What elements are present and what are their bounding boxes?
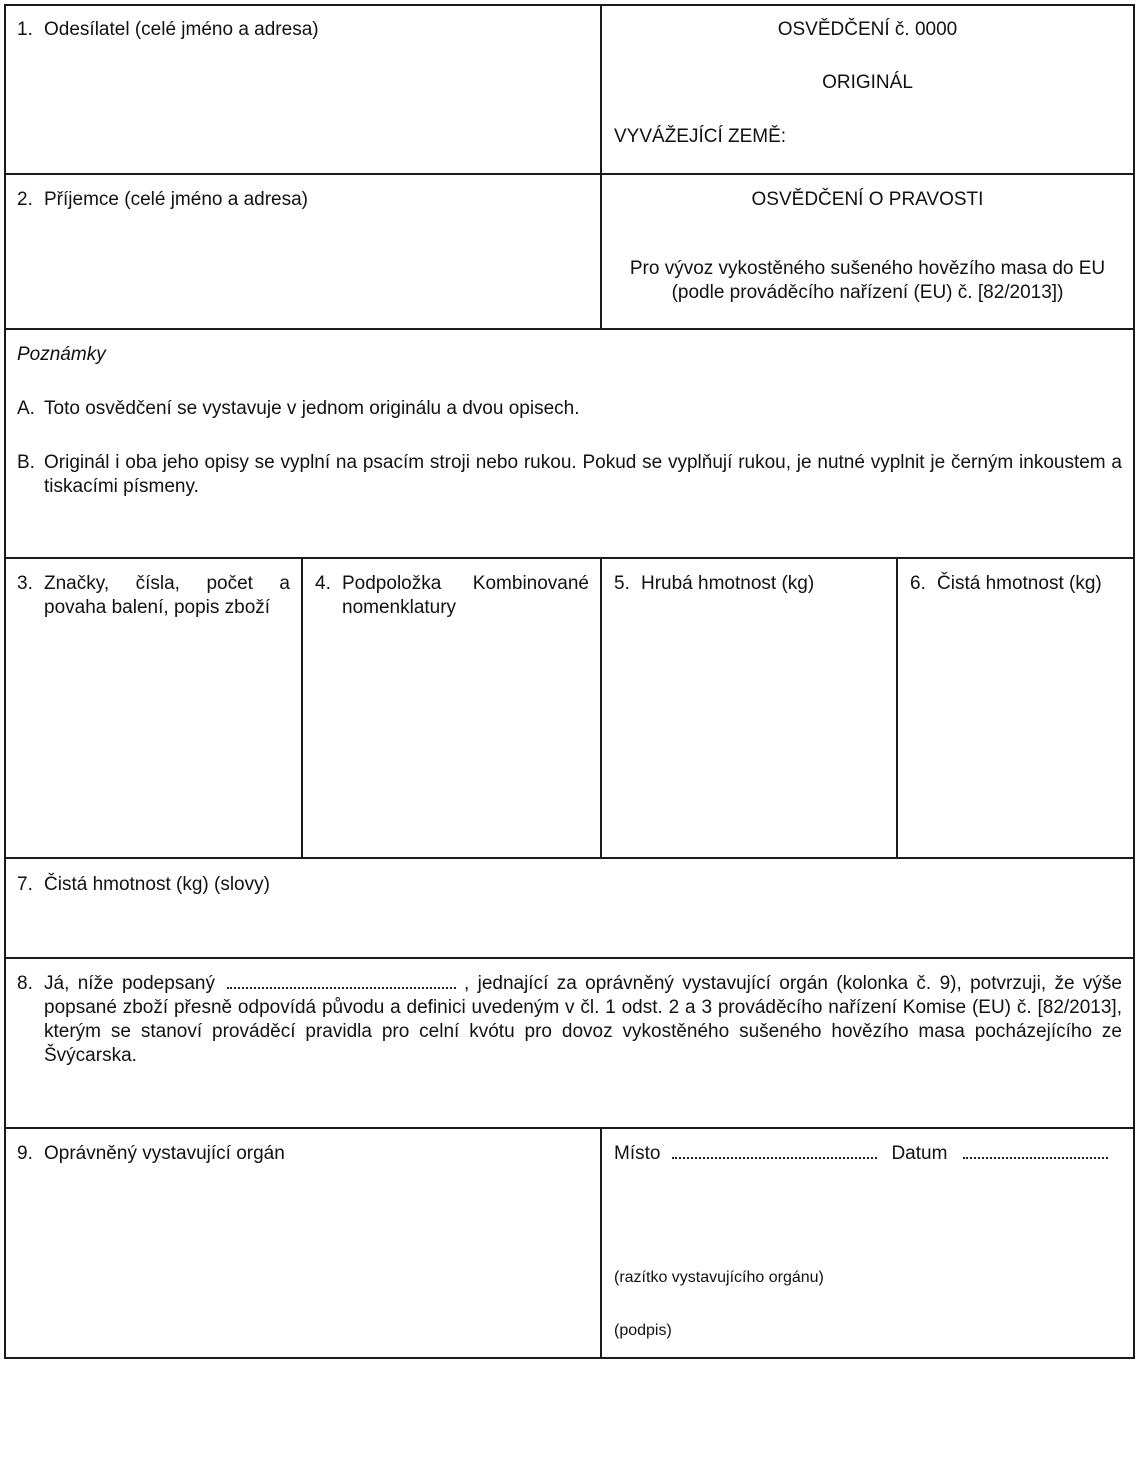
signatory-name-dotted-line [227, 972, 456, 989]
divider-row1 [4, 173, 1135, 175]
box3-text: Značky, čísla, počet a povaha balení, popis zboží [44, 573, 290, 618]
divider-box7 [4, 957, 1135, 959]
divider-columns [4, 857, 1135, 859]
signature-label: (podpis) [614, 1322, 672, 1339]
box6-label [910, 572, 1126, 596]
box2-text: Příjemce (celé jméno a adresa) [44, 189, 308, 210]
box9-text: Oprávněný vystavující orgán [44, 1143, 285, 1164]
box7-number: 7. [17, 874, 33, 895]
date-label: Datum [891, 1143, 948, 1164]
divider-col4-5 [600, 557, 602, 859]
stamp-label: (razítko vystavujícího orgánu) [614, 1269, 824, 1286]
place-date-row [614, 1142, 1122, 1166]
divider-box8 [4, 1127, 1135, 1129]
box5-number: 5. [614, 573, 630, 594]
box9-number: 9. [17, 1143, 33, 1164]
box3-number: 3. [17, 573, 33, 594]
box8-text [44, 972, 1122, 1068]
divider-bottom-vertical [600, 1127, 602, 1359]
note-a [17, 397, 1122, 421]
note-a-text: Toto osvědčení se vystavuje v jednom originálu a dvou opisech. [44, 398, 580, 419]
box4-text: Podpoložka Kombinované nomenklatury [342, 573, 589, 618]
export-country-label: VYVÁŽEJÍCÍ ZEMĚ: [614, 126, 787, 147]
box4-number: 4. [315, 573, 331, 594]
box4-label [315, 572, 589, 620]
divider-notes [4, 557, 1135, 559]
divider-col5-6 [896, 557, 898, 859]
place-label: Místo [614, 1143, 661, 1164]
box2-label [17, 188, 587, 212]
box3-label [17, 572, 290, 620]
box8-lead: Já, níže podepsaný [44, 973, 215, 994]
box8-declaration [17, 972, 1122, 1068]
note-b-letter: B. [17, 452, 35, 473]
box7-text: Čistá hmotnost (kg) (slovy) [44, 874, 270, 895]
box1-text: Odesílatel (celé jméno a adresa) [44, 19, 319, 40]
box8-rest: , jednající za oprávněný vystavující orgán (kolonka č. 9), potvrzuji, že výše popsané zboží přesně odpovídá původu a definici uvedeným v čl. 1 odst. 2 a 3 prováděcího nařízení Komise (EU) č. [82/2013], kterým se stanoví prováděcí pravidla pro celní kvótu pro dovoz vykostěného sušeného hovězího masa pocházejícího ze Švýcarska. [44, 973, 1122, 1066]
box8-number: 8. [17, 973, 33, 994]
box6-number: 6. [910, 573, 926, 594]
box5-label [614, 572, 884, 596]
notes-title: Poznámky [17, 344, 106, 365]
authenticity-description: Pro vývoz vykostěného sušeného hovězího masa do EU (podle prováděcího nařízení (EU) č. [82/2013]) [629, 258, 1106, 303]
box5-text: Hrubá hmotnost (kg) [641, 573, 815, 594]
box6-text: Čistá hmotnost (kg) [937, 573, 1102, 594]
border-bottom [4, 1357, 1135, 1359]
certificate-number: OSVĚDČENÍ č. 0000 [777, 19, 958, 40]
border-left [4, 4, 6, 1359]
box1-number: 1. [17, 19, 33, 40]
place-dotted-line [672, 1142, 877, 1159]
box9-label [17, 1142, 587, 1166]
note-b-text: Originál i oba jeho opisy se vyplní na psacím stroji nebo rukou. Pokud se vyplňují rukou, je nutné vyplnit je černým inkoustem a tiskacími písmeny. [44, 452, 1122, 497]
box1-label [17, 18, 587, 42]
divider-row2 [4, 328, 1135, 330]
divider-top-vertical [600, 4, 602, 330]
box2-number: 2. [17, 189, 33, 210]
note-b [17, 451, 1122, 499]
border-right [1133, 4, 1135, 1359]
date-dotted-line [963, 1142, 1108, 1159]
original-label: ORIGINÁL [822, 72, 913, 93]
authenticity-title: OSVĚDČENÍ O PRAVOSTI [751, 189, 984, 210]
border-top [4, 4, 1135, 6]
divider-col3-4 [301, 557, 303, 859]
note-a-letter: A. [17, 398, 35, 419]
box7-label [17, 873, 1122, 897]
